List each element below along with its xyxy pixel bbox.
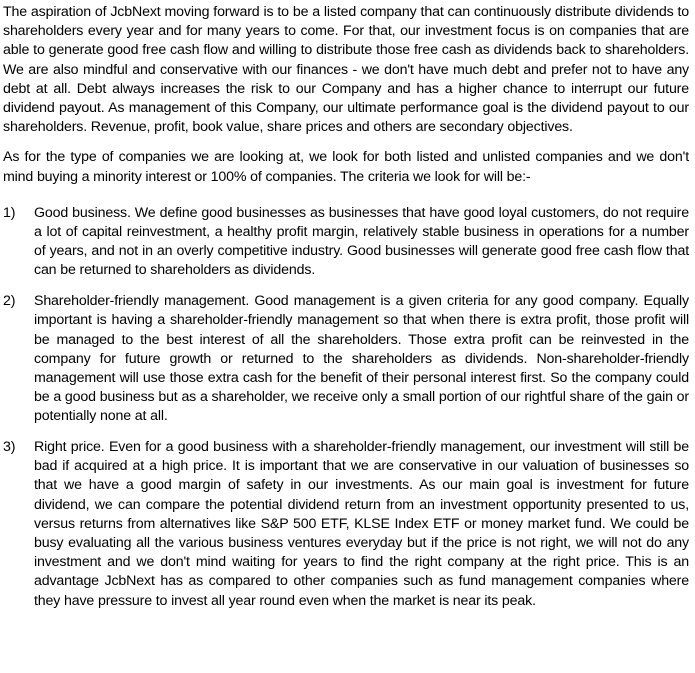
list-number: 2) (3, 293, 16, 310)
document-body (3, 3, 689, 611)
list-item-text: Good business. We define good businesses as businesses that have good loyal customers, do not require a lot of capital reinvestment, a healthy profit margin, relatively stable business in operations for a number of years, and not in an overly competitive industry. Good businesses will generate good free cash flow that can be returned to shareholders as dividends. (34, 204, 689, 279)
criteria-item-right-price (3, 438, 689, 611)
list-number: 1) (3, 204, 16, 221)
list-item-text: Right price. Even for a good business with a shareholder-friendly management, our investment will still be bad if acquired at a high price. It is important that we are conservative in our valuation of businesses so that we have a good margin of safety in our investments. As our main goal is investment for future dividend, we can compare the potential dividend return from an investment opportunity presented to us, versus returns from alternatives like S&P 500 ETF, KLSE Index ETF or money market fund. We could be busy evaluating all the various business ventures everyday but if the price is not right, we will not do any investment and we don't mind waiting for years to find the right company at the right price. This is an advantage JcbNext has as compared to other companies such as fund management companies where they have pressure to invest all year round even when the market is near its peak. (34, 439, 689, 609)
list-item-text: Shareholder-friendly management. Good management is a given criteria for any good company. Equally important is having a shareholder-friendly management so that when there is extra profit, those profit will be managed to the best interest of all the shareholders. Those extra profit can be reinvested in the company for future growth or returned to the shareholders as dividends. Non-shareholder-friendly management will use those extra cash for the benefit of their personal interest first. So the company could be a good business but as a shareholder, we receive only a small portion of our rightful share of the gain or potentially none at all. (34, 293, 689, 425)
paragraph-company-types: As for the type of companies we are looking at, we look for both listed and unlisted companies and we don't mind buying a minority interest or 100% of companies. The criteria we look for will be:- (3, 149, 689, 185)
criteria-item-management (3, 292, 689, 426)
list-number: 3) (3, 439, 16, 456)
criteria-item-good-business (3, 204, 689, 281)
paragraph-aspiration: The aspiration of JcbNext moving forward is to be a listed company that can continuously distribute dividends to shareholders every year and for many years to come. For that, our investment focus is on companies that are able to generate good free cash flow and willing to distribute those free cash as dividends back to shareholders. We are also mindful and conservative with our finances - we don't have much debt and prefer not to have any debt at all. Debt always increases the risk to our Company and has a higher chance to interrupt our future dividend payout. As management of this Company, our ultimate performance goal is the dividend payout to our shareholders. Revenue, profit, book value, share prices and others are secondary objectives. (3, 4, 689, 136)
criteria-list (3, 204, 689, 611)
